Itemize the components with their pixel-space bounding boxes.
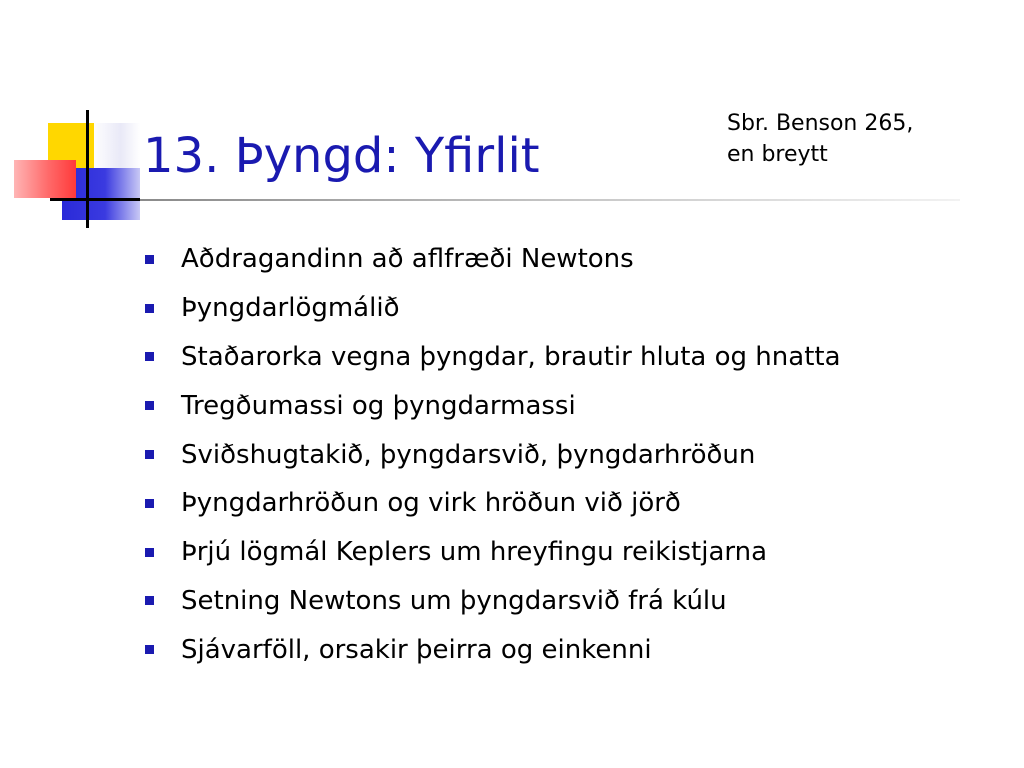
reference-note bbox=[727, 108, 987, 170]
square-bullet-icon bbox=[145, 645, 154, 654]
logo-horizontal-line bbox=[50, 198, 140, 201]
reference-line-1: Sbr. Benson 265, bbox=[727, 111, 914, 136]
bullet-item bbox=[142, 430, 1002, 479]
bullet-text: Sjávarföll, orsakir þeirra og einkenni bbox=[181, 634, 652, 665]
bullet-text: Þyngdarlögmálið bbox=[181, 293, 400, 324]
bullet-item bbox=[142, 479, 1002, 528]
bullet-text: Þrjú lögmál Keplers um hreyfingu reikistjarna bbox=[181, 537, 768, 568]
bullet-list bbox=[142, 235, 1002, 674]
reference-line-2: en breytt bbox=[727, 142, 828, 167]
title-underline bbox=[140, 199, 960, 201]
square-bullet-icon bbox=[145, 499, 154, 508]
bullet-item bbox=[142, 333, 1002, 382]
bullet-text: Setning Newtons um þyngdarsvið frá kúlu bbox=[181, 585, 727, 616]
decorative-logo bbox=[0, 0, 200, 240]
square-bullet-icon bbox=[145, 352, 154, 361]
bullet-text: Sviðshugtakið, þyngdarsvið, þyngdarhröðun bbox=[181, 439, 756, 470]
bullet-item bbox=[142, 625, 1002, 674]
bullet-item bbox=[142, 528, 1002, 577]
bullet-item bbox=[142, 284, 1002, 333]
slide-title: 13. Þyngd: Yfirlit bbox=[143, 128, 540, 184]
square-bullet-icon bbox=[145, 401, 154, 410]
square-bullet-icon bbox=[145, 596, 154, 605]
logo-light-square bbox=[92, 123, 140, 169]
bullet-text: Aðdragandinn að aflfræði Newtons bbox=[181, 244, 634, 275]
bullet-text: Tregðumassi og þyngdarmassi bbox=[181, 390, 576, 421]
square-bullet-icon bbox=[145, 450, 154, 459]
square-bullet-icon bbox=[145, 255, 154, 264]
square-bullet-icon bbox=[145, 304, 154, 313]
logo-red-square bbox=[14, 160, 76, 198]
bullet-text: Þyngdarhröðun og virk hröðun við jörð bbox=[181, 488, 681, 519]
bullet-item bbox=[142, 577, 1002, 626]
square-bullet-icon bbox=[145, 548, 154, 557]
bullet-item bbox=[142, 381, 1002, 430]
logo-vertical-line bbox=[86, 110, 89, 228]
bullet-item bbox=[142, 235, 1002, 284]
bullet-text: Staðarorka vegna þyngdar, brautir hluta og hnatta bbox=[181, 341, 841, 372]
